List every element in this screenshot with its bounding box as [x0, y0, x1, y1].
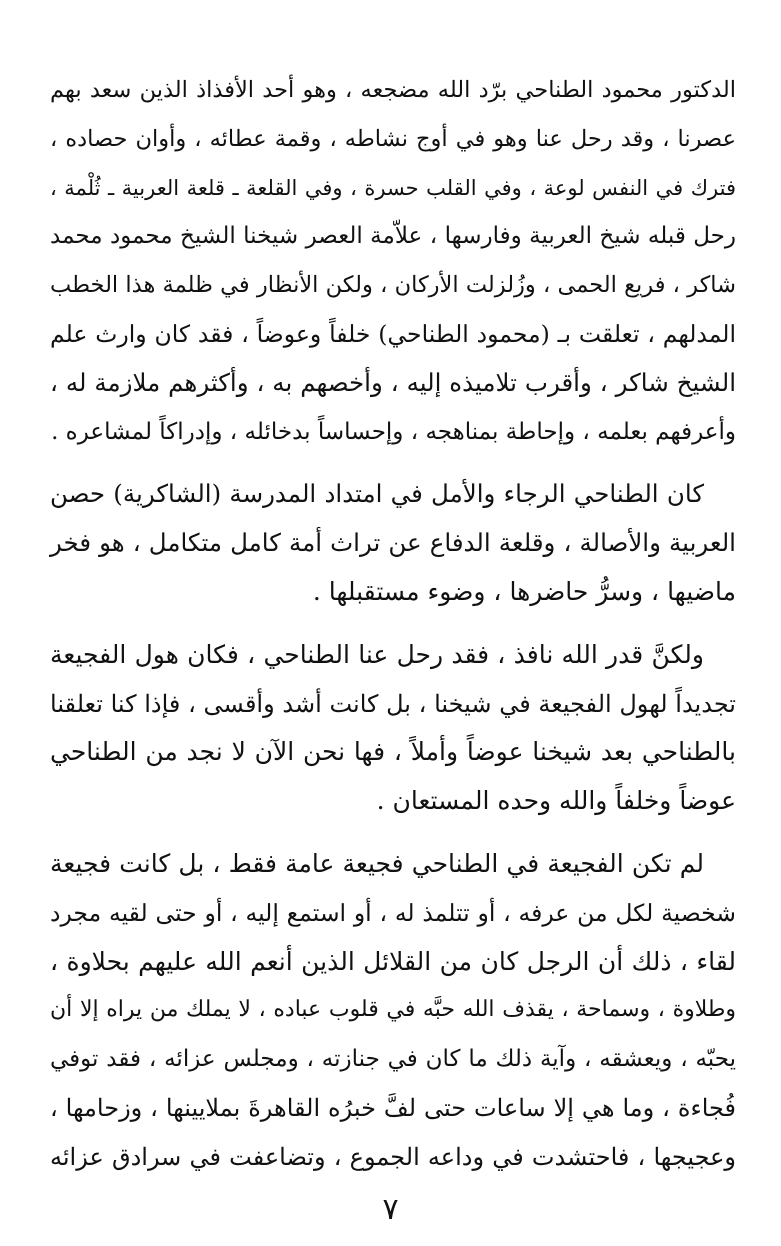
text-line: فترك في النفس لوعة ، وفي القلب حسرة ، وفي القلعة ـ قلعة العربية ـ ثُلْمة ،	[50, 175, 736, 200]
paragraph-4	[50, 840, 736, 1182]
page-number: ٧	[382, 1192, 399, 1227]
text-line: تجديداً لهول الفجيعة في شيخنا ، بل كانت أشد وأقسى ، فإذا كنا تعلقنا	[50, 689, 736, 718]
text-line: وأعرفهم بعلمه ، وإحاطة بمناهجه ، وإحساساً بدخائله ، وإدراكاً لمشاعره .	[51, 418, 736, 445]
text-line: ولكنَّ قدر الله نافذ ، فقد رحل عنا الطناحي ، فكان هول الفجيعة	[50, 639, 704, 669]
text-line: بالطناحي بعد شيخنا عوضاً وأملاً ، فها نحن الآن لا نجد من الطناحي	[50, 737, 736, 767]
paragraph-2	[50, 470, 736, 616]
text-line: فُجاءة ، وما هي إلا ساعات حتى لفَّ خبرُه القاهرةَ بملايينها ، وزحامها ،	[50, 1093, 737, 1122]
text-line: عوضاً وخلفاً والله وحده المستعان .	[376, 786, 736, 816]
text-line: يحبّه ، ويعشقه ، وآية ذلك ما كان في جنازته ، ومجلس عزائه ، فقد توفي	[50, 1046, 736, 1073]
text-line: المدلهم ، تعلقت بـ (محمود الطناحي) خلفاً وعوضاً ، فقد كان وارث علم	[50, 319, 736, 348]
text-line: العربية والأصالة ، وقلعة الدفاع عن تراث أمة كامل متكامل ، هو فخر	[50, 528, 736, 558]
text-line: عصرنا ، وقد رحل عنا وهو في أوج نشاطه ، وقمة عطائه ، وأوان حصاده ،	[50, 125, 736, 152]
text-line: كان الطناحي الرجاء والأمل في امتداد المدرسة (الشاكرية) حصن	[50, 479, 704, 509]
text-line: الشيخ شاكر ، وأقرب تلاميذه إليه ، وأخصهم به ، وأكثرهم ملازمة له ،	[50, 367, 736, 397]
text-line: شخصية لكل من عرفه ، أو تتلمذ له ، أو استمع إليه ، أو حتى لقيه مجرد	[50, 898, 736, 927]
text-line: وعجيجها ، فاحتشدت في وداعه الجموع ، وتضاعفت في سرادق عزائه	[50, 1142, 736, 1171]
text-line: وطلاوة ، وسماحة ، يقذف الله حبَّه في قلوب عباده ، لا يملك من يراه إلا أن	[50, 997, 736, 1023]
paragraph-1	[50, 66, 736, 456]
text-line: لقاء ، ذلك أن الرجل كان من القلائل الذين أنعم الله عليهم بحلاوة ،	[50, 946, 736, 976]
body-text	[50, 66, 736, 1196]
text-line: رحل قبله شيخ العربية وفارسها ، علاّمة العصر شيخنا الشيخ محمود محمد	[50, 223, 736, 250]
text-line: ماضيها ، وسرُّ حاضرها ، وضوء مستقبلها .	[312, 576, 736, 606]
text-line: الدكتور محمود الطناحي برّد الله مضجعه ، وهو أحد الأفذاذ الذين سعد بهم	[50, 77, 736, 103]
text-line: شاكر ، فريع الحمى ، وزُلزلت الأركان ، ولكن الأنظار في ظلمة هذا الخطب	[50, 272, 736, 299]
text-line: لم تكن الفجيعة في الطناحي فجيعة عامة فقط ، بل كانت فجيعة	[50, 848, 704, 878]
paragraph-3	[50, 631, 736, 826]
